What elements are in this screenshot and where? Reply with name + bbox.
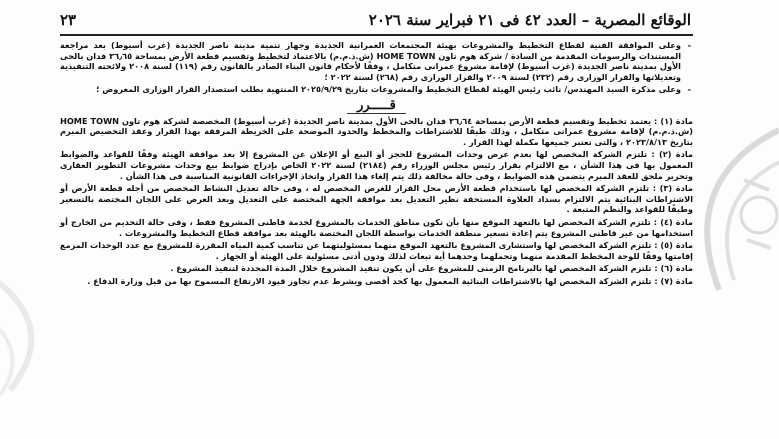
article-label: مادة (٥) : (654, 240, 693, 251)
article-text: تلتزم الشركة المخصص لها بالاشتراطات البنائية المعمول بها كحد أقصى ويشرط عدم تجاوز قيود الارتفاع المسموح بها من قبل وزارة الدفاع . (87, 275, 652, 286)
article-1 (60, 116, 693, 148)
article-text: تلتزم الشركة المخصص لها بعدم عرض وحدات المشروع للحجز أو البيع أو الإعلان عن المشروع إلا بعد موافقة الهيئة وفقًا للقواعد والضوابط المعمول بها فى هذا الشأن ، مع الالتزام بقرار رئيس مجلس الوزراء رقم (٢١٨٤) لسنة ٢٠٢٢ الخاص بإدراج ضوابط بيع وحدات مشروعات التطوير العقارى وتحرير ملحق للعقد المبرم يتضمن هذه الضوابط ، وفى حالة مخالفة ذلك يتم إلغاء هذا القرار واتخاذ الإجراءات القانونية المناسبة فى هذا الشأن . (60, 149, 693, 181)
article-label: مادة (٢) : (651, 149, 693, 160)
page-header (60, 8, 691, 32)
preamble-paragraph: - وعلى الموافقة الفنية لقطاع التخطيط والمشروعات بهيئة المجتمعات العمرانية الجديدة وجهاز تنمية مدينة ناصر الجديدة (غرب أسيوط) بعد مراجعة المستندات والرسومات المقدمة من السادة / شركة هوم تاون HOME TOWN (ش.ذ.م.م) بالاعتماد لتخطيط وتقسيم قطعة الأرض بمساحة ٣٦٫٦٥ فدان بالحى الأول بمدينة ناصر الجديدة (غرب أسيوط) لإقامة مشروع عمرانى متكامل ، وفقًا لأحكام قانون البناء الصادر بالقانون رقم (١١٩) لسنة ٢٠٠٨ ولائحته التنفيذية وتعديلاتها والقرار الوزارى رقم (٢٣٢) لسنة ٢٠٠٩ والقرار الوزارى رقم (٢٦٨) لسنة ٢٠٢٢ ؛ (60, 40, 693, 82)
article-5 (60, 240, 693, 261)
article-text: تلتزم الشركة المخصص لها بالبرنامج الزمنى للمشروع على أن يكون تنفيذ المشروع خلال المدة المحددة لتنفيذ المشروع . (170, 263, 652, 274)
article-text: تلتزم الشركة المخصص لها بالتعهد الموقع منها بأن تكون مناطق الخدمات بالمشروع لخدمة قاطنى المشروع فقط ، وفى حالة التخديم من الخارج أو استخدامها من غير قاطنى المشروع يتم إعادة تسعير منطقة الخدمات بواسطة اللجان المختصة بالهيئة بعد موافقة قطاع التخطيط والمشروعات . (60, 216, 693, 238)
decision-heading: قـــــرر (60, 101, 693, 112)
article-3 (60, 183, 693, 215)
article-6 (60, 263, 693, 274)
article-text: يعتمد تخطيط وتقسيم قطعة الأرض بمساحة ٣٦٫٦٤ فدان بالحى الأول بمدينة ناصر الجديدة (غرب أسيوط) المخصصة لشركة هوم تاون HOME TOWN (ش.ذ.م.م) لإقامة مشروع عمرانى متكامل ، وذلك طبقًا للاشتراطات والمخطط والحدود الموضحة على الخريطة المرفقة بهذا القرار وعقد التخصيص المبرم بتاريخ ٢٠٢٣/٨/١٣ ، والتى تعتبر جميعها مكملة لهذا القرار . (60, 115, 693, 147)
article-text: تلتزم الشركة المخصص لها واستشارى المشروع بالتعهد الموقع منهما بمسئوليتهما عن تناسب كمية المياه المقررة للمشروع مع عدد الوحدات المزمع إقامتها وفقًا للوحة المخطط المقدمة منهما وتحملهما وحدهما أية تبعات لذلك ودون أدنى مسئولية على الهيئة أو الجهاز . (60, 240, 693, 261)
header-divider (60, 34, 693, 36)
article-label: مادة (١) : (654, 115, 693, 126)
article-label: مادة (٦) : (654, 263, 693, 274)
preamble-paragraph: - وعلى مذكرة السيد المهندس/ نائب رئيس الهيئة لقطاع التخطيط والمشروعات بتاريخ ٢٠٢٥/٩/٢٩ المنتهية بطلب استصدار القرار الوزارى المعروض ؛ (60, 84, 693, 95)
document-body (60, 40, 693, 433)
article-7 (60, 276, 693, 287)
article-label: مادة (٣) : (652, 183, 693, 194)
page-number: ٢٣ (60, 11, 77, 29)
article-label: مادة (٤) : (653, 216, 693, 227)
article-4 (60, 217, 693, 238)
article-label: مادة (٧) : (654, 275, 693, 286)
article-text: تلتزم الشركة المخصص لها باستخدام قطعة الأرض محل القرار للغرض المخصص له ، وفى حالة تعديل النشاط المخصص من أجله قطعة الأرض أو الاشتراطات البنائية يتم الالتزام بسداد العلاوة المستحقة نظير التعديل بعد موافقة الجهة المختصة على التعديل وبعد العرض على اللجان المختصة بالتسعير وطبقًا للقواعد والنظم المتبعة . (60, 183, 693, 215)
article-2 (60, 149, 693, 181)
gazette-title: الوقائع المصرية – العدد ٤٢ فى ٢١ فبراير سنة ٢٠٢٦ (368, 11, 691, 29)
